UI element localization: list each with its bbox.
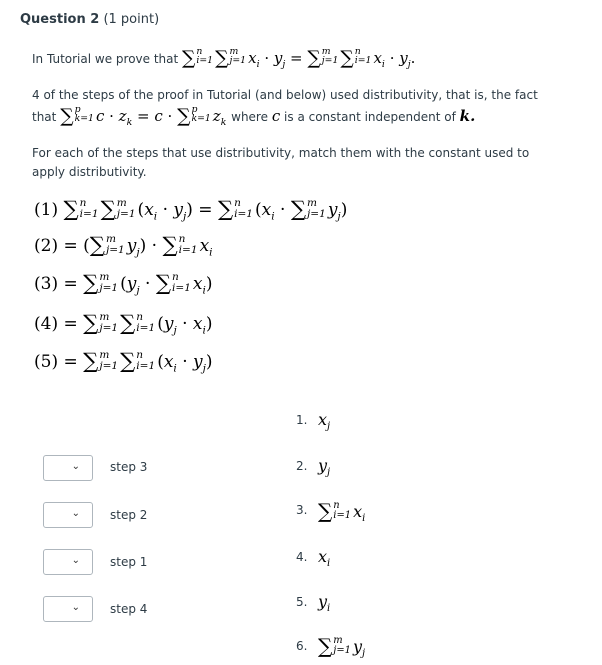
step-number: (2) = [34, 236, 78, 256]
proof-step-4: (4) = ∑ m j=1 ∑ n i=1 $(y_j \cdot x_i)$ [34, 311, 213, 337]
step-number: (1) [34, 200, 59, 220]
option-5-expression: $y_i$ [318, 592, 331, 615]
chevron-down-icon: ⌄ [71, 508, 80, 519]
index-k: k. [459, 107, 476, 125]
option-6-expression: ∑ m j=1 $y_j$ [318, 634, 366, 660]
option-3-number: 3. [296, 503, 308, 517]
proof-step-5: (5) = ∑ m j=1 ∑ n i=1 $(x_i \cdot y_j)$ [34, 349, 213, 375]
paragraph-line-1: 4 of the steps of the proof in Tutorial (and below) used distributivity, that is, the fact [32, 88, 538, 102]
option-1-number: 1. [296, 413, 308, 427]
intro-statement [32, 48, 415, 69]
match-label-step-3: step 3 [110, 460, 148, 474]
chevron-down-icon: ⌄ [71, 461, 80, 472]
intro-prefix: In Tutorial we prove that [32, 52, 179, 66]
distributivity-equation: ∑ p k=1 $c \cdot z_k = c$ · ∑ p k=1 $z_k$ [60, 104, 227, 128]
match-label-step-4: step 4 [110, 602, 148, 616]
match-select-step-4[interactable] [43, 596, 93, 622]
match-label-step-2: step 2 [110, 508, 148, 522]
match-label-step-1: step 1 [110, 555, 148, 569]
question-label: Question 2 [20, 12, 100, 27]
step-number: (5) = [34, 352, 78, 372]
that-word: that [32, 110, 57, 124]
proof-step-1: (1) ∑ n i=1 ∑ m j=1 $(x_i \cdot y_j)$ = ∑ n i=1 ($x_i$ · ∑ m j=1 $y_j$) [34, 197, 348, 223]
match-select-step-1[interactable] [43, 549, 93, 575]
match-select-step-3[interactable] [43, 455, 93, 481]
match-select-step-2[interactable] [43, 502, 93, 528]
option-4-expression: $x_i$ [318, 547, 331, 570]
question-points: (1 point) [103, 12, 160, 27]
constant-c: c [271, 107, 281, 125]
option-3-expression: ∑ n i=1 $x_i$ [318, 499, 366, 525]
chevron-down-icon: ⌄ [71, 602, 80, 613]
intro-equation: ∑ n i=1 ∑ m j=1 $x_i \cdot y_j$ = ∑ m j=1 ∑ n i=1 $x_i \cdot y_j$. [182, 46, 416, 70]
question-header [20, 12, 159, 27]
option-4-number: 4. [296, 550, 308, 564]
proof-step-2: (2) = (∑ m j=1 $y_j$) · ∑ n i=1 $x_i$ [34, 233, 213, 259]
option-5-number: 5. [296, 595, 308, 609]
paragraph-line-2 [32, 106, 538, 127]
option-2-expression: $y_j$ [318, 456, 331, 479]
step-number: (3) = [34, 274, 78, 294]
step-number: (4) = [34, 314, 78, 334]
instructions [32, 144, 529, 182]
where-word: where [231, 110, 268, 124]
option-1-expression: $x_j$ [318, 410, 331, 433]
instructions-line-1: For each of the steps that use distributivity, match them with the constant used to [32, 146, 530, 160]
instructions-line-2: apply distributivity. [32, 165, 147, 179]
is-constant-text: is a constant independent of [284, 110, 456, 124]
distributivity-paragraph [32, 86, 538, 127]
proof-step-3: (3) = ∑ m j=1 ($y_j$ · ∑ n i=1 $x_i$) [34, 271, 213, 297]
option-2-number: 2. [296, 459, 308, 473]
option-6-number: 6. [296, 639, 308, 653]
chevron-down-icon: ⌄ [71, 555, 80, 566]
